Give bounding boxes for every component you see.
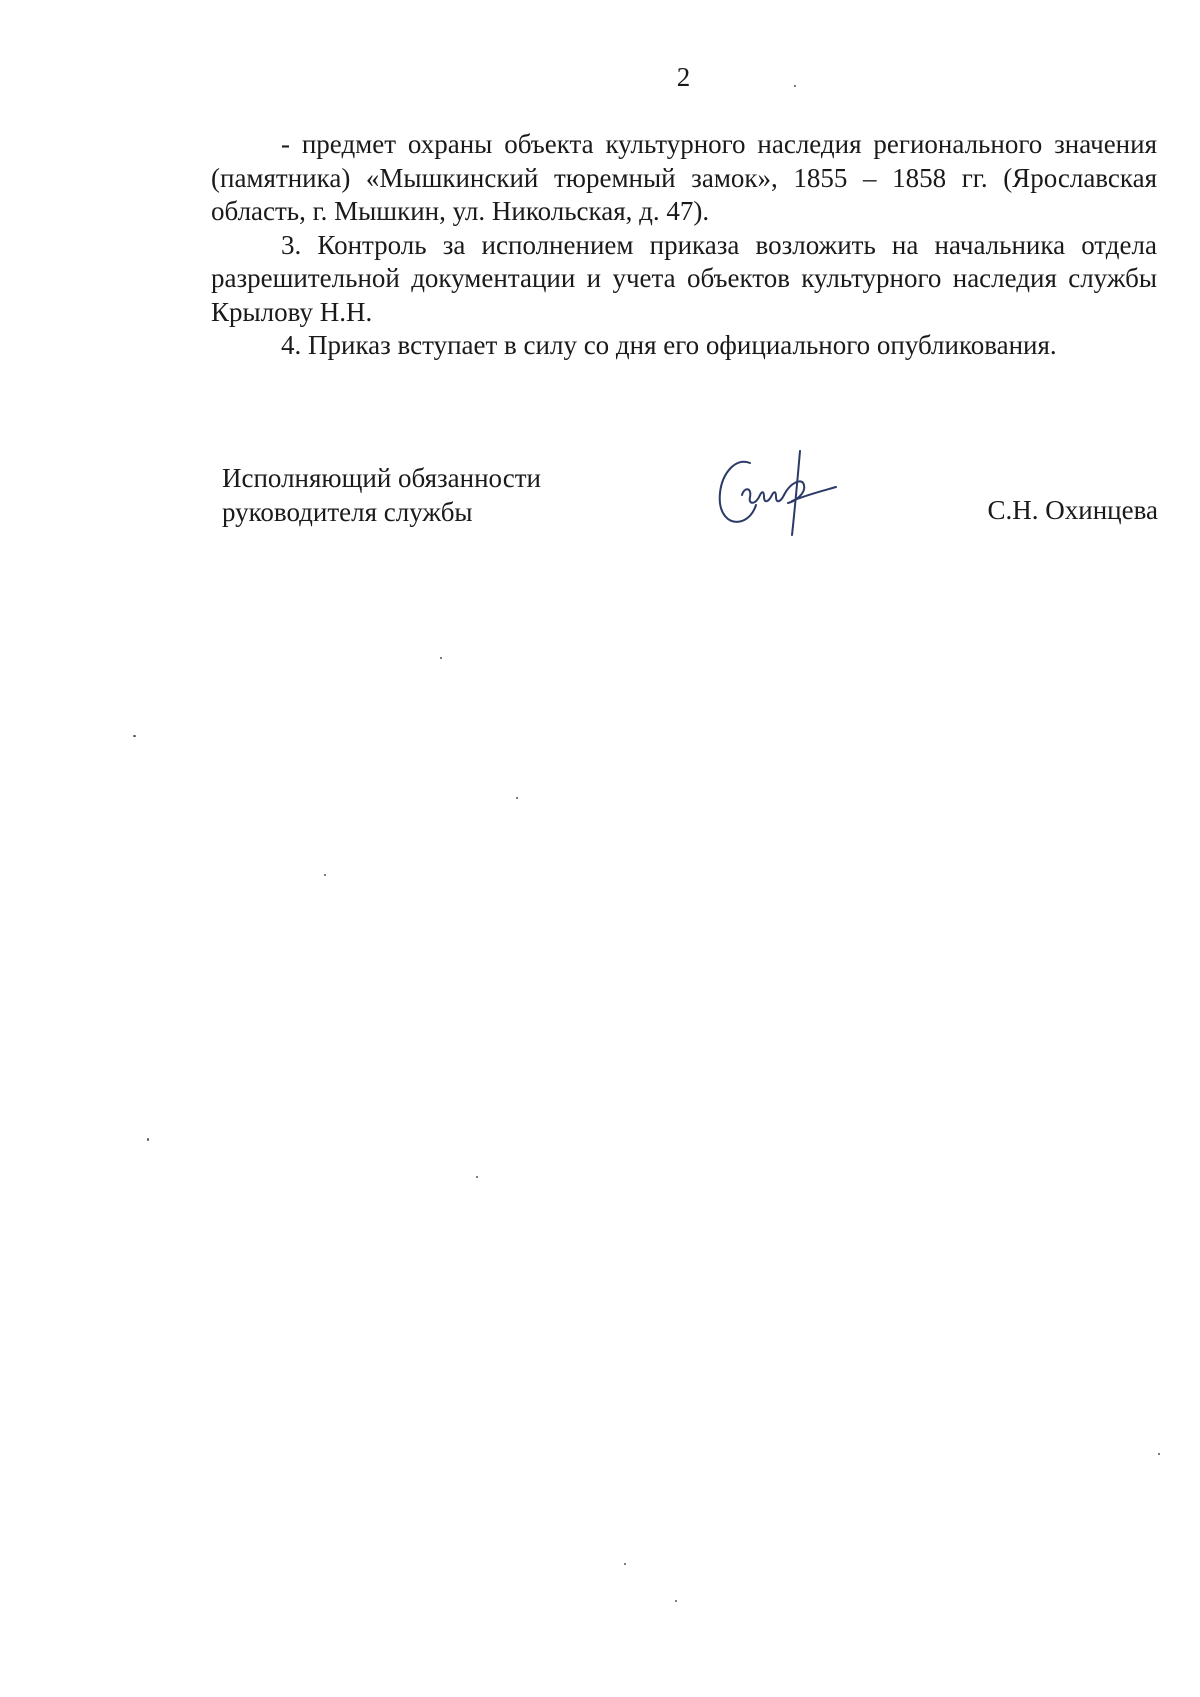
scan-speck	[440, 657, 442, 659]
scan-speck	[324, 874, 326, 876]
scan-speck	[624, 1563, 626, 1565]
page-number: 2	[676, 62, 692, 92]
scan-speck	[516, 797, 518, 799]
scan-speck	[1158, 1453, 1160, 1455]
paragraph-effective-date: 4. Приказ вступает в силу со дня его официального опубликования.	[281, 330, 1057, 360]
signatory-title	[222, 461, 541, 529]
document-body	[211, 128, 1157, 363]
scan-speck	[794, 85, 796, 87]
scan-speck	[675, 1600, 677, 1602]
signatory-title-line-2: руководителя службы	[222, 497, 473, 527]
handwritten-signature-icon	[706, 443, 846, 553]
signature-block	[222, 461, 1158, 571]
scan-speck	[133, 735, 136, 737]
scan-speck	[476, 1176, 478, 1178]
signatory-title-line-1: Исполняющий обязанности	[222, 463, 541, 493]
paragraph-protection-subject: - предмет охраны объекта культурного наследия регионального значения (памятника) «Мышкинский тюремный замок», 1855 – 1858 гг. (Ярославская область, г. Мышкин, ул. Никольская, д. 47).	[211, 129, 1157, 226]
signatory-name: С.Н. Охинцева	[987, 495, 1158, 525]
scan-speck	[147, 1138, 149, 1141]
paragraph-control: 3. Контроль за исполнением приказа возложить на начальника отдела разрешительной документации и учета объектов культурного наследия службы Крылову Н.Н.	[211, 229, 1157, 327]
